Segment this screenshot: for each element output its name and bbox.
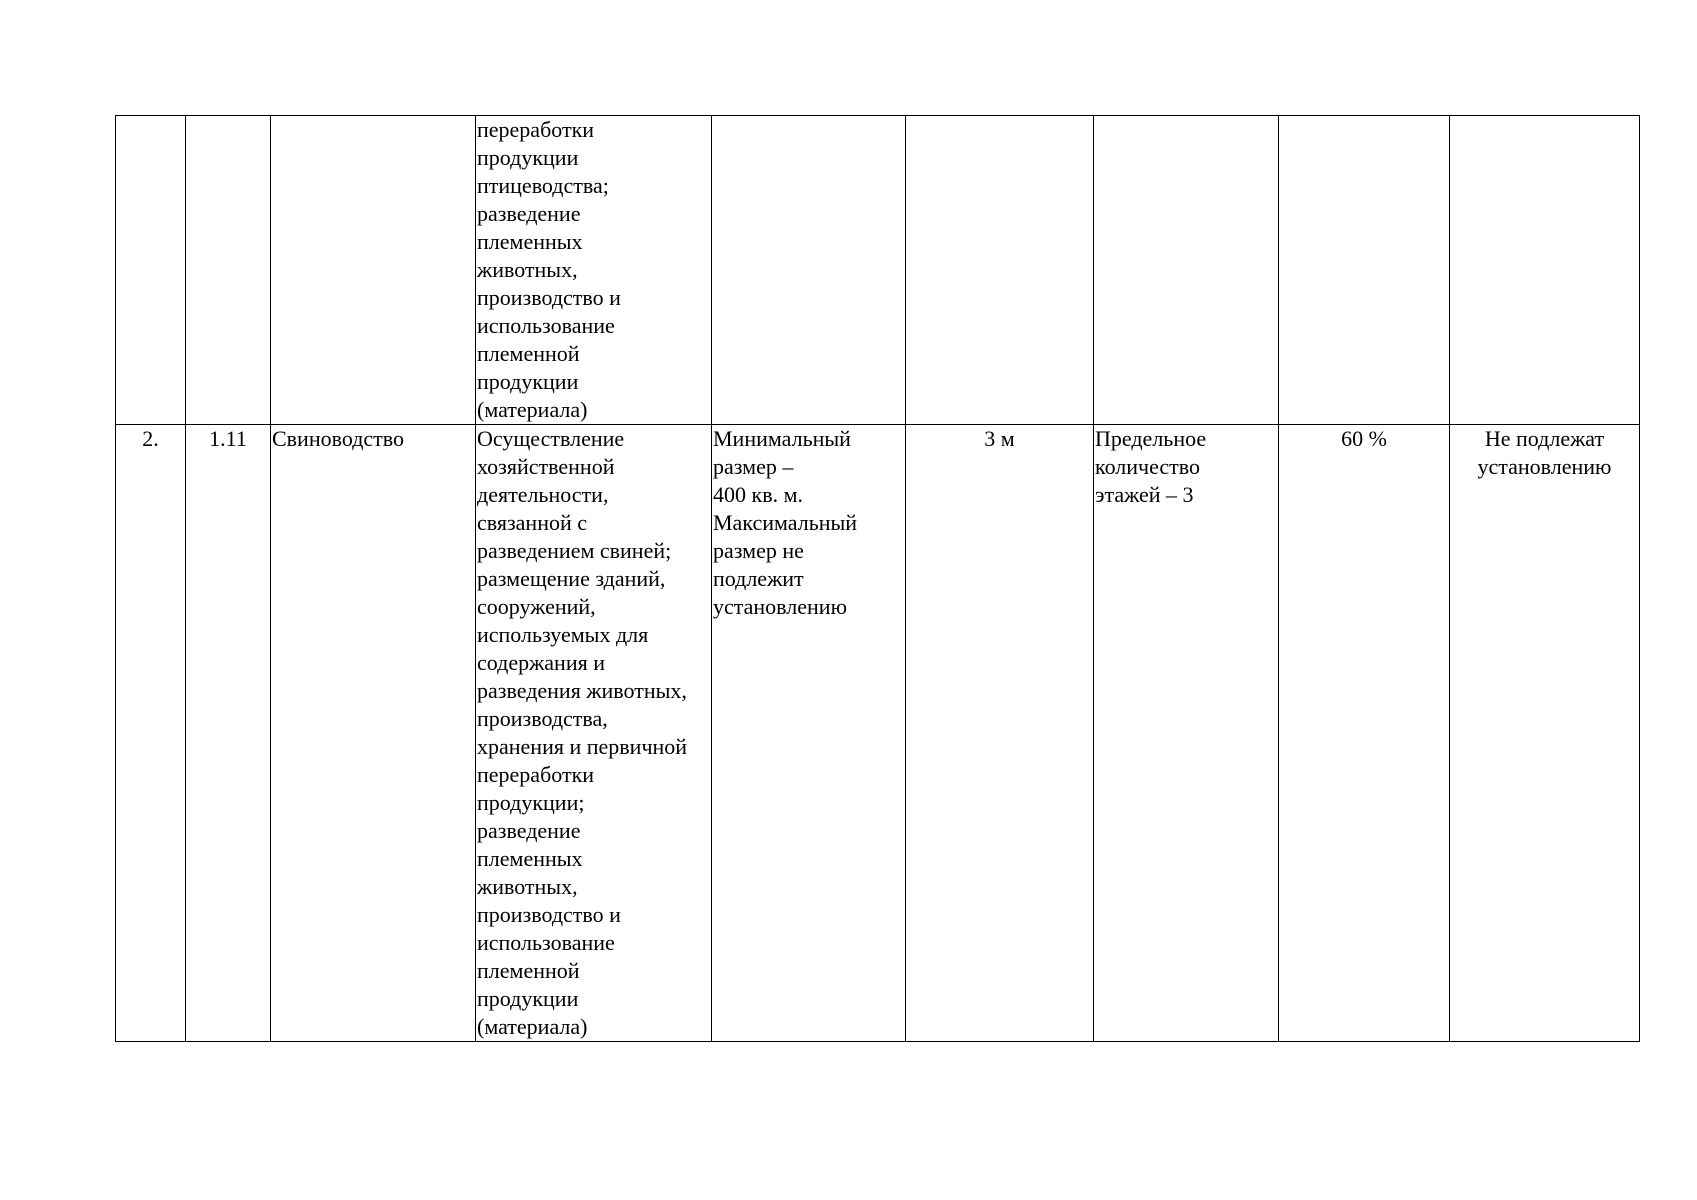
cell-name (271, 116, 476, 425)
cell-plot-size (712, 425, 906, 1042)
cell-other (1450, 425, 1640, 1042)
cell-coverage (1279, 116, 1450, 425)
row-number: 2. (142, 426, 159, 451)
cell-plot-size (712, 116, 906, 425)
table-row (116, 116, 1640, 425)
cell-setback (906, 425, 1094, 1042)
use-name: Свиноводство (272, 426, 405, 451)
cell-floors (1094, 425, 1279, 1042)
use-description: Осуществление хозяйственной деятельности, связанной с разведением свиней; размещение зданий, сооружений, используемых для содержания и разведения животных, производства, хранения и первичной переработки продукции; разведение племенных животных, производство и использование племенной продукции (материала) (477, 426, 688, 1039)
use-code: 1.11 (209, 426, 247, 451)
floors-text: Предельное количество этажей – 3 (1095, 426, 1207, 507)
coverage-text: 60 % (1341, 426, 1387, 451)
plot-size-text: Минимальный размер – 400 кв. м. Максимальный размер не подлежит установлению (713, 426, 858, 619)
cell-code (186, 116, 271, 425)
setback-text: 3 м (984, 426, 1015, 451)
cell-description (476, 116, 712, 425)
cell-floors (1094, 116, 1279, 425)
table-row (116, 425, 1640, 1042)
cell-name (271, 425, 476, 1042)
cell-other (1450, 116, 1640, 425)
cell-number (116, 116, 186, 425)
regulations-table (115, 115, 1640, 1042)
other-text: Не подлежат установлению (1477, 426, 1612, 479)
cell-number (116, 425, 186, 1042)
cell-description (476, 425, 712, 1042)
cell-code (186, 425, 271, 1042)
cell-setback (906, 116, 1094, 425)
use-description: переработки продукции птицеводства; разведение племенных животных, производство и использование племенной продукции (материала) (477, 117, 621, 422)
cell-coverage (1279, 425, 1450, 1042)
